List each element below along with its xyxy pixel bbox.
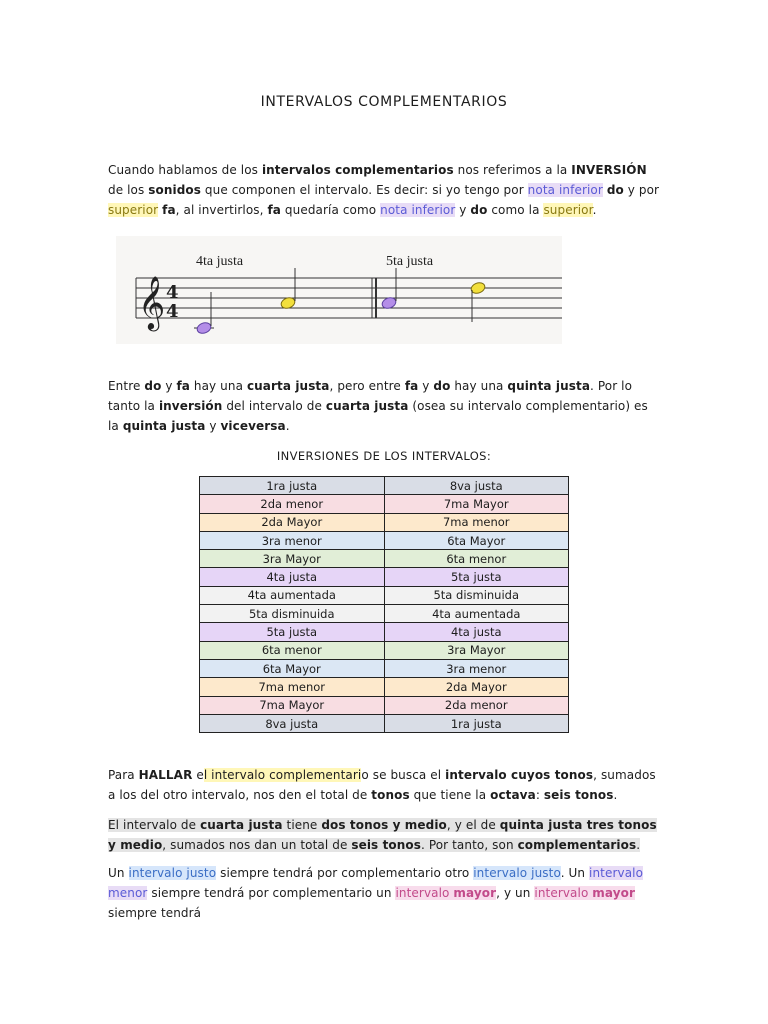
bold-text: viceversa — [220, 419, 286, 433]
text: del intervalo de — [222, 399, 326, 413]
highlight-menor: menor — [108, 886, 148, 900]
inversion-cell: 2da menor — [384, 696, 569, 714]
text: El intervalo de — [108, 818, 201, 832]
text: hay una — [189, 379, 247, 393]
inversions-table-body — [200, 477, 569, 733]
intro-paragraph — [108, 160, 660, 220]
note-do — [196, 321, 213, 335]
bold-text: quinta justa — [507, 379, 591, 393]
highlight-superior: superior — [108, 203, 159, 217]
bold-text: sonidos — [148, 183, 201, 197]
text: y — [418, 379, 434, 393]
staff-lines — [136, 278, 562, 318]
text: hay una — [450, 379, 508, 393]
highlight-intervalo: intervalo — [534, 886, 593, 900]
text: . — [285, 419, 290, 433]
interval-cell: 2da menor — [200, 495, 385, 513]
bold-text: quinta justa — [122, 419, 206, 433]
text: nos referimos a la — [453, 163, 572, 177]
table-row — [200, 623, 569, 641]
bold-text: fa — [404, 379, 419, 393]
time-signature-bottom: 4 — [166, 301, 179, 322]
text: o se busca el — [361, 768, 446, 782]
text: , y un — [496, 886, 535, 900]
text: Entre — [108, 379, 145, 393]
bold-text: complementarios — [517, 838, 637, 852]
highlight-intervalo-complementario: l intervalo complementari — [203, 768, 362, 782]
highlight-justo: justo — [531, 866, 561, 880]
text: Para — [108, 768, 139, 782]
highlight-intervalo: intervalo — [128, 866, 187, 880]
example-paragraph — [108, 815, 660, 855]
bold-text: do — [433, 379, 451, 393]
bold-text: do — [144, 379, 162, 393]
interval-cell: 1ra justa — [200, 477, 385, 495]
text: . Un — [560, 866, 590, 880]
bold-text: fa — [267, 203, 282, 217]
table-row — [200, 678, 569, 696]
table-row — [200, 513, 569, 531]
highlight-nota-inferior: nota inferior — [380, 203, 456, 217]
text: . — [592, 203, 597, 217]
inversion-cell: 7ma Mayor — [384, 495, 569, 513]
inversion-cell: 6ta Mayor — [384, 531, 569, 549]
text: que tiene la — [409, 788, 491, 802]
interval-cell: 5ta justa — [200, 623, 385, 641]
treble-clef-icon: 𝄞 — [138, 275, 166, 329]
inversion-cell: 1ra justa — [384, 714, 569, 732]
text: Un — [108, 866, 129, 880]
text: , pero entre — [329, 379, 405, 393]
text: . Por lo tanto la — [108, 379, 633, 413]
interval-cell: 7ma Mayor — [200, 696, 385, 714]
bold-text: seis tonos — [543, 788, 614, 802]
table-row — [200, 641, 569, 659]
bold-text: INVERSIÓN — [571, 163, 647, 177]
bold-text: octava — [490, 788, 536, 802]
bold-text: intervalo cuyos tonos — [445, 768, 594, 782]
interval-cell: 7ma menor — [200, 678, 385, 696]
bold-text: tonos — [371, 788, 410, 802]
text: Cuando hablamos de los — [108, 163, 262, 177]
text: como la — [487, 203, 544, 217]
table-row — [200, 568, 569, 586]
table-row — [200, 531, 569, 549]
interval-cell: 8va justa — [200, 714, 385, 732]
summary-paragraph — [108, 863, 660, 923]
text: e — [192, 768, 204, 782]
bold-text: dos tonos y medio — [321, 818, 447, 832]
interval-cell: 3ra Mayor — [200, 550, 385, 568]
text: siempre tendrá por complementario un — [147, 886, 396, 900]
inversion-cell: 5ta justa — [384, 568, 569, 586]
text: tiene — [282, 818, 322, 832]
staff-svg — [116, 236, 562, 344]
table-row — [200, 714, 569, 732]
bold-text: inversión — [158, 399, 223, 413]
text: y — [161, 379, 177, 393]
inversion-cell: 3ra Mayor — [384, 641, 569, 659]
bold-text: do — [606, 183, 624, 197]
highlight-intervalo: intervalo — [395, 886, 454, 900]
table-row — [200, 659, 569, 677]
interval-cell: 4ta aumentada — [200, 586, 385, 604]
text: , sumados nos dan un total de — [162, 838, 352, 852]
explanation-paragraph — [108, 376, 660, 436]
bold-text: quinta justa tres tonos y medio — [108, 818, 657, 852]
interval-cell: 6ta Mayor — [200, 659, 385, 677]
interval-cell: 4ta justa — [200, 568, 385, 586]
table-row — [200, 586, 569, 604]
text: . — [636, 838, 641, 852]
text: que componen el intervalo. Es decir: si yo tengo por — [201, 183, 528, 197]
text: . — [613, 788, 618, 802]
rule-paragraph — [108, 765, 660, 805]
inversion-cell: 7ma menor — [384, 513, 569, 531]
bold-text: fa — [176, 379, 190, 393]
interval-label-left: 4ta justa — [196, 254, 244, 269]
interval-label-right: 5ta justa — [386, 254, 434, 269]
interval-cell: 5ta disminuida — [200, 605, 385, 623]
inversion-cell: 4ta justa — [384, 623, 569, 641]
text: : — [535, 788, 544, 802]
table-row — [200, 495, 569, 513]
text: (osea su intervalo complementario) es la — [108, 399, 648, 433]
text: siempre tendrá — [108, 906, 202, 920]
interval-cell: 6ta menor — [200, 641, 385, 659]
inversion-cell: 6ta menor — [384, 550, 569, 568]
time-signature-top: 4 — [166, 282, 179, 303]
bold-text: do — [470, 203, 488, 217]
table-row — [200, 550, 569, 568]
bold-text: fa — [162, 203, 176, 217]
interval-cell: 2da Mayor — [200, 513, 385, 531]
text: de los — [108, 183, 149, 197]
table-row — [200, 696, 569, 714]
highlight-intervalo: intervalo — [473, 866, 532, 880]
inversion-cell: 2da Mayor — [384, 678, 569, 696]
inversion-cell: 8va justa — [384, 477, 569, 495]
highlight-mayor: mayor — [592, 886, 636, 900]
bold-text: seis tonos — [351, 838, 421, 852]
text: . Por tanto, son — [420, 838, 518, 852]
inversion-cell: 5ta disminuida — [384, 586, 569, 604]
text: y — [455, 203, 471, 217]
table-row — [200, 477, 569, 495]
highlight-superior: superior — [543, 203, 593, 217]
interval-cell: 3ra menor — [200, 531, 385, 549]
highlight-intervalo: intervalo — [589, 866, 644, 880]
page-title: INTERVALOS COMPLEMENTARIOS — [260, 94, 508, 110]
bold-text: cuarta justa — [246, 379, 330, 393]
highlight-mayor: mayor — [453, 886, 497, 900]
text: , y el de — [446, 818, 500, 832]
text: , sumados a los del otro intervalo, nos den el total de — [108, 768, 656, 802]
inversion-cell: 3ra menor — [384, 659, 569, 677]
text: y por — [623, 183, 660, 197]
bold-text: intervalos complementarios — [261, 163, 454, 177]
music-score-image — [116, 236, 562, 344]
inversions-table — [199, 476, 569, 733]
table-title: INVERSIONES DE LOS INTERVALOS: — [276, 449, 492, 463]
highlight-nota-inferior: nota inferior — [527, 183, 603, 197]
inversion-cell: 4ta aumentada — [384, 605, 569, 623]
text: siempre tendrá por complementario otro — [216, 866, 474, 880]
bold-text: HALLAR — [138, 768, 193, 782]
highlight-justo: justo — [186, 866, 217, 880]
bold-text: cuarta justa — [325, 399, 409, 413]
text: quedaría como — [281, 203, 381, 217]
text: y — [205, 419, 221, 433]
table-row — [200, 605, 569, 623]
bold-text: cuarta justa — [200, 818, 283, 832]
text: , al invertirlos, — [175, 203, 268, 217]
